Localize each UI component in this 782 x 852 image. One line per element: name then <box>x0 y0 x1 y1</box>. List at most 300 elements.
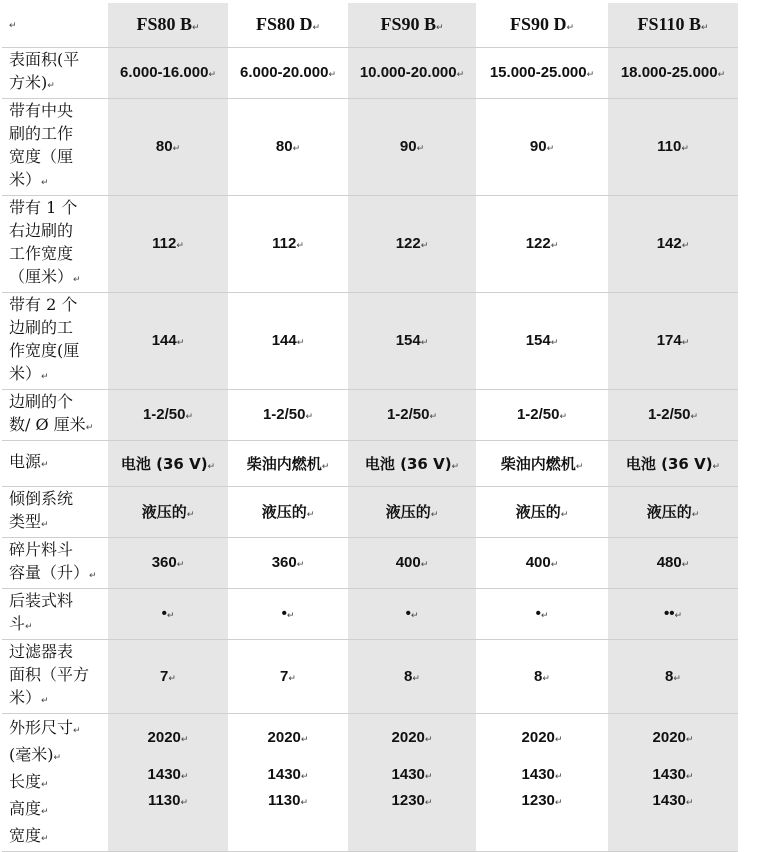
spec-value: • <box>281 605 287 622</box>
paragraph-mark: ↵ <box>180 734 189 745</box>
spec-value-cell <box>608 292 738 389</box>
row-label-line <box>9 450 108 477</box>
spec-value-cell <box>348 47 476 98</box>
spec-value-cell <box>108 98 228 195</box>
spec-value: 1-2/50 <box>647 406 691 423</box>
dimension-value: 2020 <box>267 728 301 746</box>
spec-row <box>2 47 738 98</box>
paragraph-mark: ↵ <box>208 70 216 80</box>
spec-value: 6.000-20.000 <box>240 64 329 81</box>
row-label-line <box>9 71 108 98</box>
row-label <box>2 486 108 537</box>
dimensions-cell <box>476 713 608 851</box>
model-name: FS90 D <box>509 14 567 35</box>
spec-value-cell <box>108 440 228 486</box>
dimension-value: 1430 <box>267 765 301 783</box>
spec-value-cell <box>348 537 476 588</box>
row-label-text: 后装式料 <box>9 590 74 610</box>
spec-value: 90 <box>529 138 547 155</box>
paragraph-mark: ↵ <box>300 734 309 745</box>
spec-value: 电池 (36 V) <box>364 454 452 473</box>
row-label-text: 倾倒系统 <box>9 488 74 508</box>
paragraph-mark: ↵ <box>430 510 439 520</box>
dimension-value: 1430 <box>652 791 686 809</box>
spec-value-cell <box>608 537 738 588</box>
spec-value: 1-2/50 <box>262 406 306 423</box>
spec-value: 122 <box>525 235 551 252</box>
dimensions-label-text: (毫米) <box>9 744 54 764</box>
spec-value-cell <box>348 195 476 292</box>
spec-value-cell <box>228 389 348 440</box>
spec-value: • <box>535 605 541 622</box>
model-header <box>608 3 738 47</box>
spec-value: 液压的 <box>261 503 307 521</box>
row-label-text: 类型 <box>9 511 42 531</box>
spec-value: •• <box>663 605 675 622</box>
spec-value-cell <box>348 639 476 713</box>
paragraph-mark: ↵ <box>681 560 690 570</box>
spec-row <box>2 588 738 639</box>
spec-value-cell <box>476 47 608 98</box>
paragraph-mark: ↵ <box>41 459 49 470</box>
spec-value-cell <box>476 98 608 195</box>
spec-value: 电池 (36 V) <box>625 454 713 473</box>
spec-row <box>2 98 738 195</box>
paragraph-mark: ↵ <box>292 144 301 154</box>
paragraph-mark: ↵ <box>176 338 185 348</box>
paragraph-mark: ↵ <box>41 177 49 188</box>
spec-value: 液压的 <box>385 503 431 521</box>
spec-value: 7 <box>160 667 169 685</box>
spec-value: 1-2/50 <box>516 406 560 423</box>
row-label <box>2 440 108 486</box>
paragraph-mark: ↵ <box>674 611 683 621</box>
row-label <box>2 389 108 440</box>
paragraph-mark: ↵ <box>286 611 295 621</box>
spec-value-cell <box>108 195 228 292</box>
model-header <box>476 3 608 47</box>
paragraph-mark: ↵ <box>41 833 49 844</box>
dimension-value: 1430 <box>521 765 555 783</box>
paragraph-mark: ↵ <box>681 241 690 251</box>
spec-value-cell <box>228 292 348 389</box>
spec-value-cell <box>228 486 348 537</box>
row-label-line <box>9 48 108 71</box>
spec-value-cell <box>348 588 476 639</box>
dimension-value: 1430 <box>391 765 425 783</box>
spec-value: 144 <box>271 332 297 349</box>
paragraph-mark: ↵ <box>207 461 216 472</box>
paragraph-mark: ↵ <box>700 23 709 34</box>
spec-value: • <box>405 605 411 622</box>
dimension-line <box>108 726 228 752</box>
spec-value: 144 <box>151 332 177 349</box>
row-label-text: 米） <box>9 169 42 189</box>
spec-value-cell <box>348 292 476 389</box>
paragraph-mark: ↵ <box>321 461 330 472</box>
spec-value: 154 <box>395 332 421 349</box>
dimension-line <box>228 726 348 752</box>
row-label-line <box>9 293 108 316</box>
paragraph-mark: ↵ <box>166 611 175 621</box>
paragraph-mark: ↵ <box>420 560 429 570</box>
header-row <box>2 3 738 47</box>
spec-value: 7 <box>280 667 289 685</box>
spec-value-cell <box>348 440 476 486</box>
spec-value-cell <box>108 639 228 713</box>
dimensions-label-text: 高度 <box>9 798 42 818</box>
row-label <box>2 588 108 639</box>
model-name: FS110 B <box>637 14 701 35</box>
spec-value-cell <box>108 486 228 537</box>
spec-value: 110 <box>657 138 682 155</box>
spec-value: 15.000-25.000 <box>489 64 587 81</box>
spec-value-cell <box>228 440 348 486</box>
spec-value: 8 <box>534 667 543 685</box>
dimensions-cell <box>108 713 228 851</box>
spec-row <box>2 486 738 537</box>
spec-value-cell <box>108 588 228 639</box>
paragraph-mark: ↵ <box>717 70 726 80</box>
paragraph-mark: ↵ <box>550 241 559 251</box>
dimension-value: 2020 <box>652 728 686 746</box>
dimension-line <box>476 726 608 752</box>
paragraph-mark: ↵ <box>186 510 195 520</box>
paragraph-mark: ↵ <box>681 338 690 348</box>
dimension-line <box>476 763 608 789</box>
spec-value-cell <box>476 389 608 440</box>
dimension-value: 1430 <box>147 765 181 783</box>
dimensions-label-line <box>9 743 108 770</box>
spec-value: 142 <box>656 235 682 252</box>
dimension-value: 1230 <box>391 791 425 809</box>
paragraph-mark: ↵ <box>685 734 694 745</box>
dimension-value: 1130 <box>267 791 301 809</box>
paragraph-mark: ↵ <box>424 797 433 808</box>
spec-value: 122 <box>395 235 421 252</box>
spec-value: 柴油内燃机 <box>500 454 576 473</box>
paragraph-mark: ↵ <box>554 797 563 808</box>
row-label-text: 宽度（厘 <box>9 146 74 166</box>
paragraph-mark: ↵ <box>41 695 49 706</box>
spec-value: 80 <box>155 138 173 155</box>
spec-value-cell <box>476 639 608 713</box>
row-label-text: 容量（升） <box>9 562 90 582</box>
spec-value-cell <box>476 486 608 537</box>
header-corner <box>2 3 108 47</box>
spec-value: 6.000-16.000 <box>120 64 209 81</box>
paragraph-mark: ↵ <box>296 241 304 251</box>
row-label <box>2 98 108 195</box>
paragraph-mark: ↵ <box>53 752 62 763</box>
paragraph-mark: ↵ <box>712 461 721 472</box>
spec-value-cell <box>108 537 228 588</box>
spec-value-cell <box>608 588 738 639</box>
spec-value: 480 <box>656 554 682 571</box>
paragraph-mark: ↵ <box>690 412 699 422</box>
spec-row <box>2 195 738 292</box>
spec-value-cell <box>108 292 228 389</box>
paragraph-mark: ↵ <box>176 560 185 570</box>
paragraph-mark: ↵ <box>176 241 184 251</box>
row-label-text: 数/ Ø 厘米 <box>9 414 86 434</box>
paragraph-mark: ↵ <box>180 771 189 782</box>
row-label-text: 方米) <box>9 72 48 92</box>
paragraph-mark: ↵ <box>424 734 433 745</box>
paragraph-mark: ↵ <box>191 23 200 34</box>
paragraph-mark: ↵ <box>306 510 315 520</box>
paragraph-mark: ↵ <box>180 797 189 808</box>
paragraph-mark: ↵ <box>73 725 81 736</box>
row-label-text: 电源 <box>9 451 42 471</box>
dimension-value: 2020 <box>391 728 425 746</box>
paragraph-mark: ↵ <box>328 70 336 80</box>
row-label-line <box>9 265 108 292</box>
paragraph-mark: ↵ <box>296 338 305 348</box>
spec-value-cell <box>348 98 476 195</box>
paragraph-mark: ↵ <box>685 797 694 808</box>
spec-table-body <box>2 3 738 851</box>
paragraph-mark: ↵ <box>540 611 549 621</box>
paragraph-mark: ↵ <box>586 70 595 80</box>
spec-value: 154 <box>525 332 551 349</box>
spec-value-cell <box>108 47 228 98</box>
dimensions-cell <box>228 713 348 851</box>
model-name: FS90 B <box>380 14 436 35</box>
spec-value-cell <box>608 98 738 195</box>
spec-value: 柴油内燃机 <box>246 454 322 473</box>
dimension-line <box>476 789 608 815</box>
paragraph-mark: ↵ <box>451 461 460 472</box>
paragraph-mark: ↵ <box>559 412 568 422</box>
spec-value: 400 <box>525 554 551 571</box>
spec-value-cell <box>608 195 738 292</box>
row-label-line <box>9 242 108 265</box>
paragraph-mark: ↵ <box>412 673 420 684</box>
spec-value-cell <box>476 195 608 292</box>
spec-value: 112 <box>152 235 177 252</box>
paragraph-mark: ↵ <box>420 338 429 348</box>
row-label-line <box>9 561 108 588</box>
spec-value-cell <box>476 537 608 588</box>
spec-value-cell <box>476 588 608 639</box>
row-label-line <box>9 196 108 219</box>
row-label <box>2 639 108 713</box>
spec-row <box>2 440 738 486</box>
spec-row <box>2 537 738 588</box>
paragraph-mark: ↵ <box>168 673 176 684</box>
spec-table <box>2 3 738 852</box>
row-label-text: 碎片料斗 <box>9 539 74 559</box>
spec-value: 400 <box>395 554 421 571</box>
dimension-value: 1130 <box>147 791 181 809</box>
spec-value-cell <box>228 537 348 588</box>
row-label-line <box>9 612 108 639</box>
row-label-line <box>9 145 108 168</box>
dimension-line <box>608 726 738 752</box>
row-label-line <box>9 99 108 122</box>
paragraph-mark: ↵ <box>560 510 569 520</box>
paragraph-mark: ↵ <box>312 23 321 34</box>
spec-value-cell <box>228 98 348 195</box>
paragraph-mark: ↵ <box>41 519 49 530</box>
spec-value-cell <box>608 639 738 713</box>
dimensions-label-line <box>9 770 108 797</box>
spec-value: 液压的 <box>515 503 561 521</box>
paragraph-mark: ↵ <box>550 338 559 348</box>
spec-value-cell <box>228 47 348 98</box>
spec-value: 80 <box>275 138 293 155</box>
paragraph-mark: ↵ <box>554 771 563 782</box>
spec-value-cell <box>608 389 738 440</box>
model-name: FS80 B <box>136 14 192 35</box>
dimension-line <box>348 763 476 789</box>
paragraph-mark: ↵ <box>456 70 465 80</box>
row-label-text: 带有 2 个 <box>9 294 78 314</box>
dimensions-label-text: 外形尺寸 <box>9 717 74 737</box>
paragraph-mark: ↵ <box>172 144 181 154</box>
spec-value-cell <box>608 486 738 537</box>
spec-value-cell <box>228 639 348 713</box>
paragraph-mark: ↵ <box>41 806 49 817</box>
row-label-line <box>9 538 108 561</box>
spec-row <box>2 389 738 440</box>
model-header <box>228 3 348 47</box>
spec-value: 112 <box>272 235 297 252</box>
paragraph-mark: ↵ <box>41 779 49 790</box>
paragraph-mark: ↵ <box>673 673 681 684</box>
dimensions-cell <box>608 713 738 851</box>
dimension-value: 2020 <box>521 728 555 746</box>
paragraph-mark: ↵ <box>9 21 17 32</box>
row-label-text: 作宽度(厘 <box>9 340 80 360</box>
dimension-line <box>348 726 476 752</box>
row-label-text: 面积（平方 <box>9 664 90 684</box>
row-label <box>2 537 108 588</box>
spec-value: 174 <box>656 332 682 349</box>
spec-value: 液压的 <box>141 503 187 521</box>
paragraph-mark: ↵ <box>41 371 49 382</box>
row-label-line <box>9 168 108 195</box>
dimensions-label-line <box>9 716 108 743</box>
spec-value-cell <box>348 486 476 537</box>
dimensions-label-text: 宽度 <box>9 825 42 845</box>
dimensions-label-line <box>9 797 108 824</box>
row-label-text: 右边刷的 <box>9 220 74 240</box>
paragraph-mark: ↵ <box>305 412 314 422</box>
spec-value: 液压的 <box>646 503 692 521</box>
spec-value: 90 <box>399 138 417 155</box>
row-label-text: 边刷的个 <box>9 391 74 411</box>
dimension-line <box>348 789 476 815</box>
row-label-text: 边刷的工 <box>9 317 74 337</box>
model-header <box>348 3 476 47</box>
row-label <box>2 292 108 389</box>
row-label-line <box>9 122 108 145</box>
spec-value: 360 <box>151 554 177 571</box>
row-label-line <box>9 219 108 242</box>
paragraph-mark: ↵ <box>89 570 97 581</box>
paragraph-mark: ↵ <box>185 412 194 422</box>
dimension-value: 2020 <box>147 728 181 746</box>
dimension-line <box>108 763 228 789</box>
row-label-text: 工作宽度 <box>9 243 74 263</box>
spec-value-cell <box>228 195 348 292</box>
spec-value-cell <box>476 440 608 486</box>
spec-value-cell <box>108 389 228 440</box>
dimension-line <box>228 763 348 789</box>
row-label-line <box>9 487 108 510</box>
spec-row <box>2 292 738 389</box>
paragraph-mark: ↵ <box>554 734 563 745</box>
row-label-line <box>9 339 108 362</box>
paragraph-mark: ↵ <box>685 771 694 782</box>
paragraph-mark: ↵ <box>85 422 94 433</box>
row-label-line <box>9 663 108 686</box>
row-label-text: 过滤器表 <box>9 641 74 661</box>
row-label-line <box>9 640 108 663</box>
paragraph-mark: ↵ <box>550 560 559 570</box>
row-label-text: （厘米） <box>9 266 74 286</box>
dimensions-cell <box>348 713 476 851</box>
row-label <box>2 195 108 292</box>
spec-value: 10.000-20.000 <box>359 64 457 81</box>
row-label-line <box>9 413 108 440</box>
paragraph-mark: ↵ <box>546 144 555 154</box>
paragraph-mark: ↵ <box>300 797 309 808</box>
model-name: FS80 D <box>255 14 313 35</box>
paragraph-mark: ↵ <box>47 80 55 91</box>
spec-value: 1-2/50 <box>142 406 186 423</box>
row-label-line <box>9 362 108 389</box>
row-label-line <box>9 686 108 713</box>
row-label-text: 表面积(平 <box>9 49 80 69</box>
spec-value: 360 <box>271 554 297 571</box>
dimension-value: 1230 <box>521 791 555 809</box>
paragraph-mark: ↵ <box>429 412 438 422</box>
row-label-text: 米） <box>9 687 42 707</box>
spec-row <box>2 639 738 713</box>
dimensions-label <box>2 713 108 851</box>
model-header <box>108 3 228 47</box>
spec-value: 18.000-25.000 <box>620 64 718 81</box>
dimensions-label-text: 长度 <box>9 771 42 791</box>
paragraph-mark: ↵ <box>424 771 433 782</box>
row-label-text: 刷的工作 <box>9 123 74 143</box>
paragraph-mark: ↵ <box>691 510 700 520</box>
paragraph-mark: ↵ <box>681 144 689 154</box>
spec-value: 8 <box>665 667 674 685</box>
paragraph-mark: ↵ <box>296 560 305 570</box>
paragraph-mark: ↵ <box>542 673 550 684</box>
spec-value: 1-2/50 <box>386 406 430 423</box>
spec-value-cell <box>476 292 608 389</box>
row-label-line <box>9 510 108 537</box>
paragraph-mark: ↵ <box>575 461 584 472</box>
spec-value: • <box>161 605 167 622</box>
dimension-line <box>108 789 228 815</box>
row-label-text: 米） <box>9 363 42 383</box>
dimension-line <box>608 763 738 789</box>
spec-value: 电池 (36 V) <box>120 454 208 473</box>
paragraph-mark: ↵ <box>73 274 81 285</box>
spec-value-cell <box>608 47 738 98</box>
row-label <box>2 47 108 98</box>
paragraph-mark: ↵ <box>420 241 429 251</box>
paragraph-mark: ↵ <box>25 621 33 632</box>
spec-value-cell <box>228 588 348 639</box>
dimension-value: 1430 <box>652 765 686 783</box>
